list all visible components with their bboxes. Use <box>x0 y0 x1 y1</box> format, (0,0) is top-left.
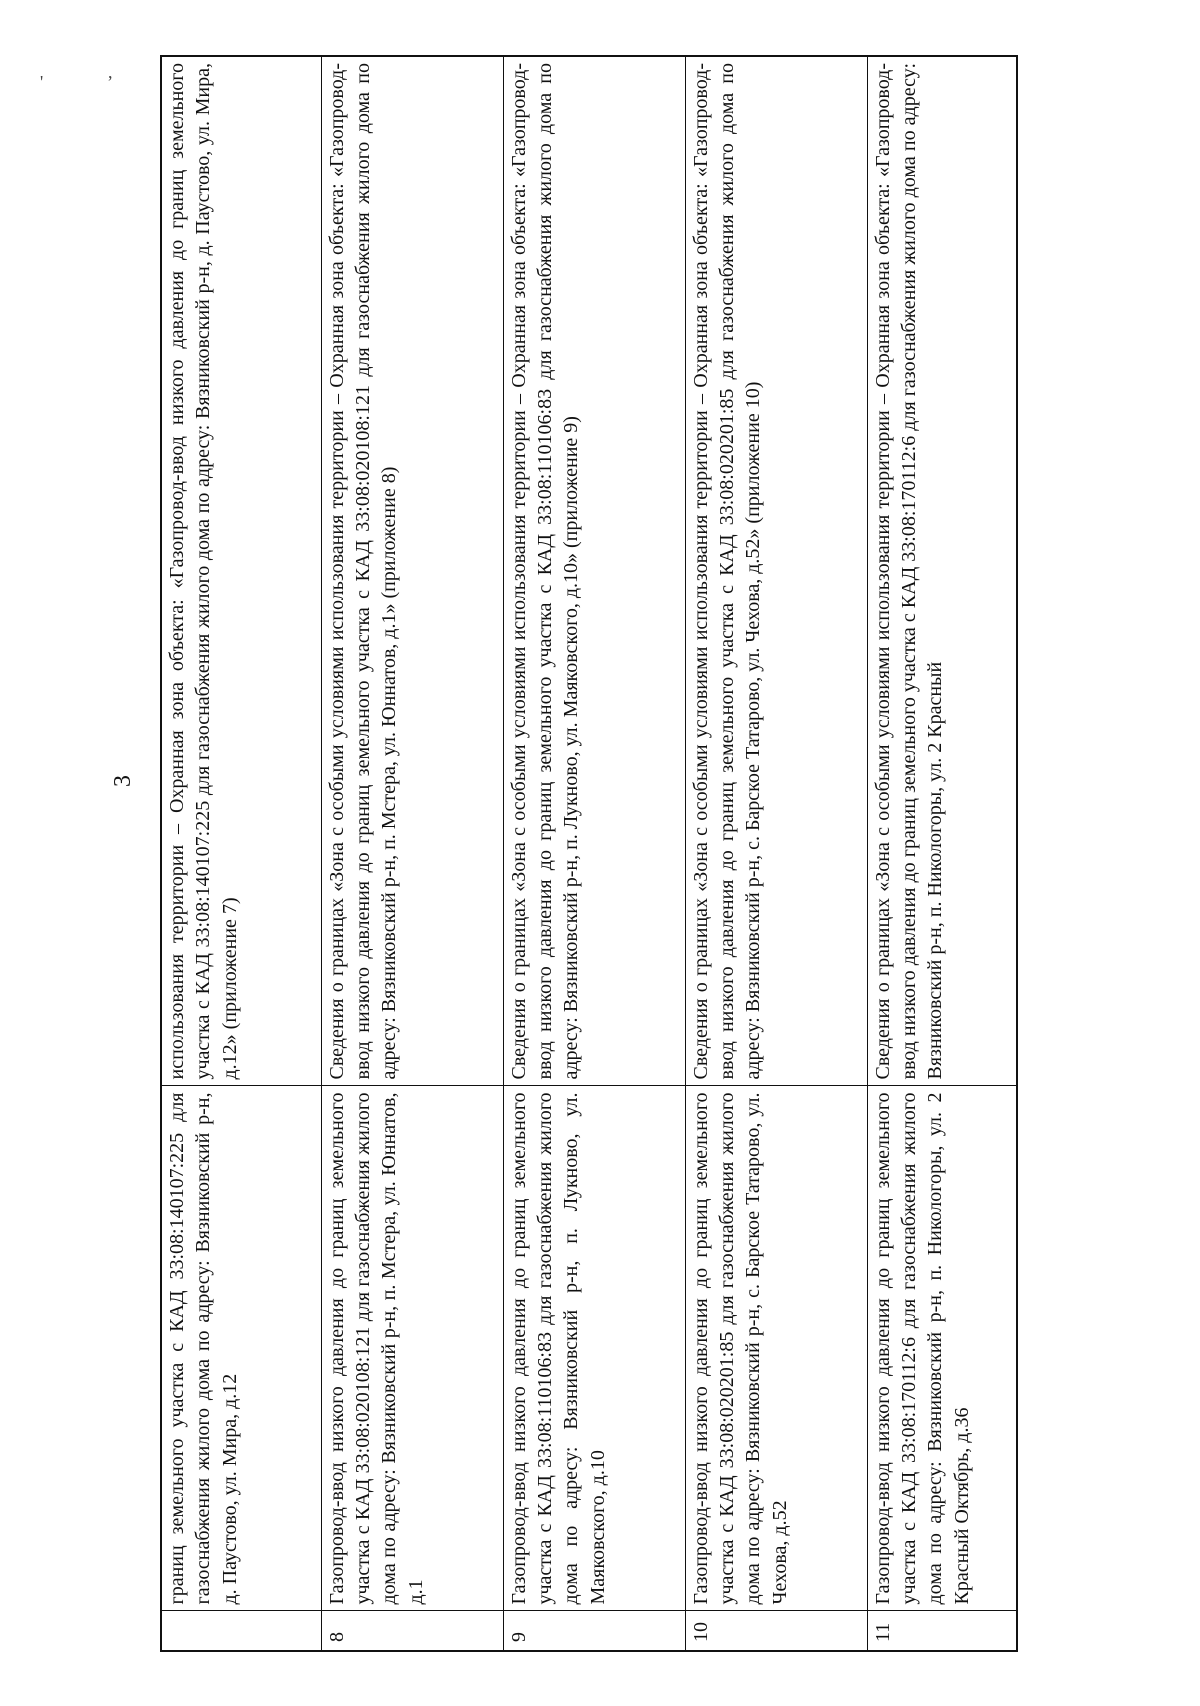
row-number <box>161 1611 321 1651</box>
scan-speck: , <box>108 62 113 82</box>
zone-info: Сведения о границах «Зона с особыми условиями использования территории – Охранная зона объекта: «Газопровод-ввод низкого давления до границ земельного участка с КАД 33:08:020108:121 для газоснабжения жилого дома по адресу: Вязниковский р-н, п. Мстера, ул. Юннатов, д.1» (приложение 8) <box>321 56 503 1086</box>
table-row <box>867 56 1017 1651</box>
object-description: Газопровод-ввод низкого давления до границ земельного участка с КАД 33:08:110106:83 для газоснабжения жилого дома по адресу: Вязниковский р-н, п. Лукново, ул. Маяковского, д.10 <box>503 1086 685 1611</box>
object-description: границ земельного участка с КАД 33:08:140107:225 для газоснабжения жилого дома по адресу: Вязниковский р-н, д. Паустово, ул. Мира, д.12 <box>161 1086 321 1611</box>
zone-info: использования территории – Охранная зона объекта: «Газопровод-ввод низкого давления до границ земельного участка с КАД 33:08:140107:225 для газоснабжения жилого дома по адресу: Вязниковский р-н, д. Паустово, ул. Мира, д.12» (приложение 7) <box>161 56 321 1086</box>
object-description: Газопровод-ввод низкого давления до границ земельного участка с КАД 33:08:020201:85 для газоснабжения жилого дома по адресу: Вязниковский р-н, с. Барское Татарово, ул. Чехова, д.52 <box>685 1086 867 1611</box>
object-description: Газопровод-ввод низкого давления до границ земельного участка с КАД 33:08:020108:121 для газоснабжения жилого дома по адресу: Вязниковский р-н, п. Мстера, ул. Юннатов, д.1 <box>321 1086 503 1611</box>
object-description: Газопровод-ввод низкого давления до границ земельного участка с КАД 33:08:170112:6 для газоснабжения жилого дома по адресу: Вязниковский р-н, п. Никологоры, ул. 2 Красный Октябрь, д.36 <box>867 1086 1017 1611</box>
table-row <box>321 56 503 1651</box>
table-row <box>685 56 867 1651</box>
zone-info: Сведения о границах «Зона с особыми условиями использования территории – Охранная зона объекта: «Газопровод-ввод низкого давления до границ земельного участка с КАД 33:08:020201:85 для газоснабжения жилого дома по адресу: Вязниковский р-н, с. Барское Татарово, ул. Чехова, д.52» (приложение 10) <box>685 56 867 1086</box>
rotated-page <box>100 42 1100 1682</box>
table-row <box>161 56 321 1651</box>
row-number: 9 <box>503 1611 685 1651</box>
zone-info: Сведения о границах «Зона с особыми условиями использования территории – Охранная зона объекта: «Газопровод-ввод низкого давления до границ земельного участка с КАД 33:08:170112:6 для газоснабжения жилого дома по адресу: Вязниковский р-н, п. Никологоры, ул. 2 Красный <box>867 56 1017 1086</box>
zones-table <box>160 55 1018 1652</box>
table-row <box>503 56 685 1651</box>
page-number: 3 <box>110 775 136 787</box>
row-number: 8 <box>321 1611 503 1651</box>
zone-info: Сведения о границах «Зона с особыми условиями использования территории – Охранная зона объекта: «Газопровод-ввод низкого давления до границ земельного участка с КАД 33:08:110106:83 для газоснабжения жилого дома по адресу: Вязниковский р-н, п. Лукново, ул. Маяковского, д.10» (приложение 9) <box>503 56 685 1086</box>
row-number: 11 <box>867 1611 1017 1651</box>
row-number: 10 <box>685 1611 867 1651</box>
scan-speck: ' <box>40 72 44 92</box>
